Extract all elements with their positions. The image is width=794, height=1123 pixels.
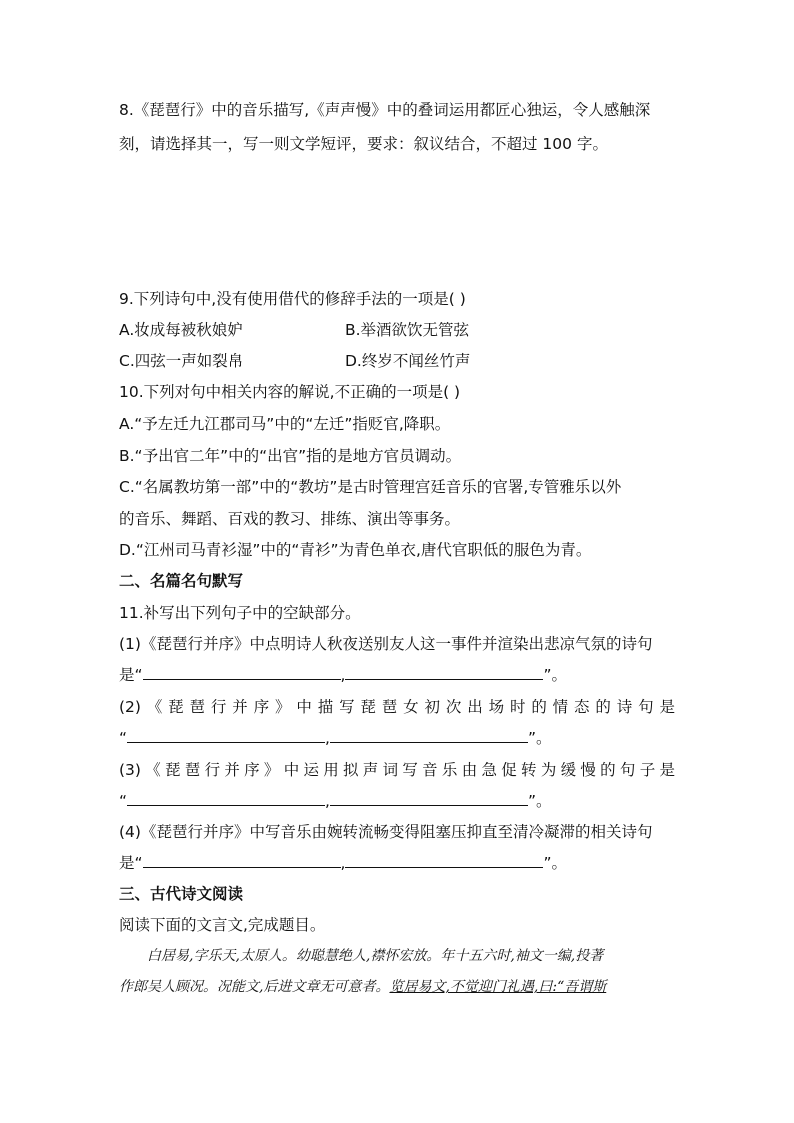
- passage-underlined-text: 览居易文,不觉迎门礼遇,曰:“吾谓斯: [389, 979, 607, 995]
- question-11-part-4-answer-line: [119, 853, 567, 873]
- close-quote-text: ”。: [543, 854, 567, 872]
- question-11-part-1-line-1: (1)《琵琶行并序》中点明诗人秋夜送别友人这一事件并渲染出悲凉气氛的诗句: [119, 635, 653, 653]
- reading-intro: 阅读下面的文言文,完成题目。: [119, 916, 326, 934]
- answer-blank-2[interactable]: [345, 665, 543, 680]
- question-9-stem: 9.下列诗句中,没有使用借代的修辞手法的一项是( ): [119, 290, 466, 308]
- question-10-stem: 10.下列对句中相关内容的解说,不正确的一项是( ): [119, 383, 461, 401]
- question-10-option-c-line-1: C.“名属教坊第一部”中的“教坊”是古时管理宫廷音乐的官署,专管雅乐以外: [119, 478, 622, 496]
- section-3-title: 三、古代诗文阅读: [119, 885, 244, 903]
- question-10-option-a: A.“予左迁九江郡司马”中的“左迁”指贬官,降职。: [119, 415, 451, 433]
- close-quote-text: ”。: [543, 666, 567, 684]
- answer-blank-7[interactable]: [143, 853, 341, 868]
- question-11-part-3-line-1: (3)《琵琶行并序》中运用拟声词写音乐由急促转为缓慢的句子是: [119, 761, 675, 779]
- passage-line-2: [119, 977, 675, 997]
- section-2-title: 二、名篇名句默写: [119, 572, 244, 590]
- question-8-line-2: 刻，请选择其一，写一则文学短评，要求：叙议结合，不超过 100 字。: [119, 135, 608, 153]
- answer-blank-8[interactable]: [345, 853, 543, 868]
- answer-blank-5[interactable]: [127, 791, 325, 806]
- question-10-option-d: D.“江州司马青衫湿”中的“青衫”为青色单衣,唐代官职低的服色为青。: [119, 541, 592, 559]
- answer-blank-1[interactable]: [143, 665, 341, 680]
- comma-text: ,: [325, 792, 330, 810]
- prefix-text: 是“: [119, 854, 143, 872]
- comma-text: ,: [325, 729, 330, 747]
- answer-blank-3[interactable]: [127, 728, 325, 743]
- question-11-stem: 11.补写出下列句子中的空缺部分。: [119, 604, 361, 622]
- passage-plain-text: 作郎吴人顾况。况能文,后进文章无可意者。: [119, 979, 390, 995]
- open-quote-text: “: [119, 729, 128, 747]
- passage-line-1: 白居易,字乐天,太原人。幼聪慧绝人,襟怀宏放。年十五六时,袖文一编,投著: [147, 948, 604, 964]
- question-8-line-1: 8.《琵琶行》中的音乐描写,《声声慢》中的叠词运用都匠心独运，令人感触深: [119, 101, 651, 119]
- question-9-option-a: A.妆成每被秋娘妒: [119, 321, 243, 339]
- answer-blank-6[interactable]: [330, 791, 528, 806]
- question-11-part-2-line-1: (2)《琵琶行并序》中描写琵琶女初次出场时的情态的诗句是: [119, 698, 675, 716]
- question-10-option-b: B.“予出官二年”中的“出官”指的是地方官员调动。: [119, 447, 462, 465]
- close-quote-text: ”。: [527, 729, 552, 747]
- question-11-part-4-line-1: (4)《琵琶行并序》中写音乐由婉转流畅变得阻塞压抑直至清冷凝滞的相关诗句: [119, 823, 653, 841]
- question-11-part-2-answer-line: [119, 728, 552, 748]
- open-quote-text: “: [119, 792, 128, 810]
- prefix-text: 是“: [119, 666, 143, 684]
- question-9-option-c: C.四弦一声如裂帛: [119, 352, 244, 370]
- comma-text: ,: [340, 666, 346, 684]
- answer-blank-4[interactable]: [330, 728, 528, 743]
- question-10-option-c-line-2: 的音乐、舞蹈、百戏的教习、排练、演出等事务。: [119, 510, 461, 528]
- comma-text: ,: [340, 854, 346, 872]
- question-11-part-3-answer-line: [119, 791, 552, 811]
- close-quote-text: ”。: [527, 792, 552, 810]
- question-9-option-b: B.举酒欲饮无管弦: [345, 321, 470, 339]
- question-11-part-1-answer-line: [119, 665, 567, 685]
- question-9-option-d: D.终岁不闻丝竹声: [345, 352, 471, 370]
